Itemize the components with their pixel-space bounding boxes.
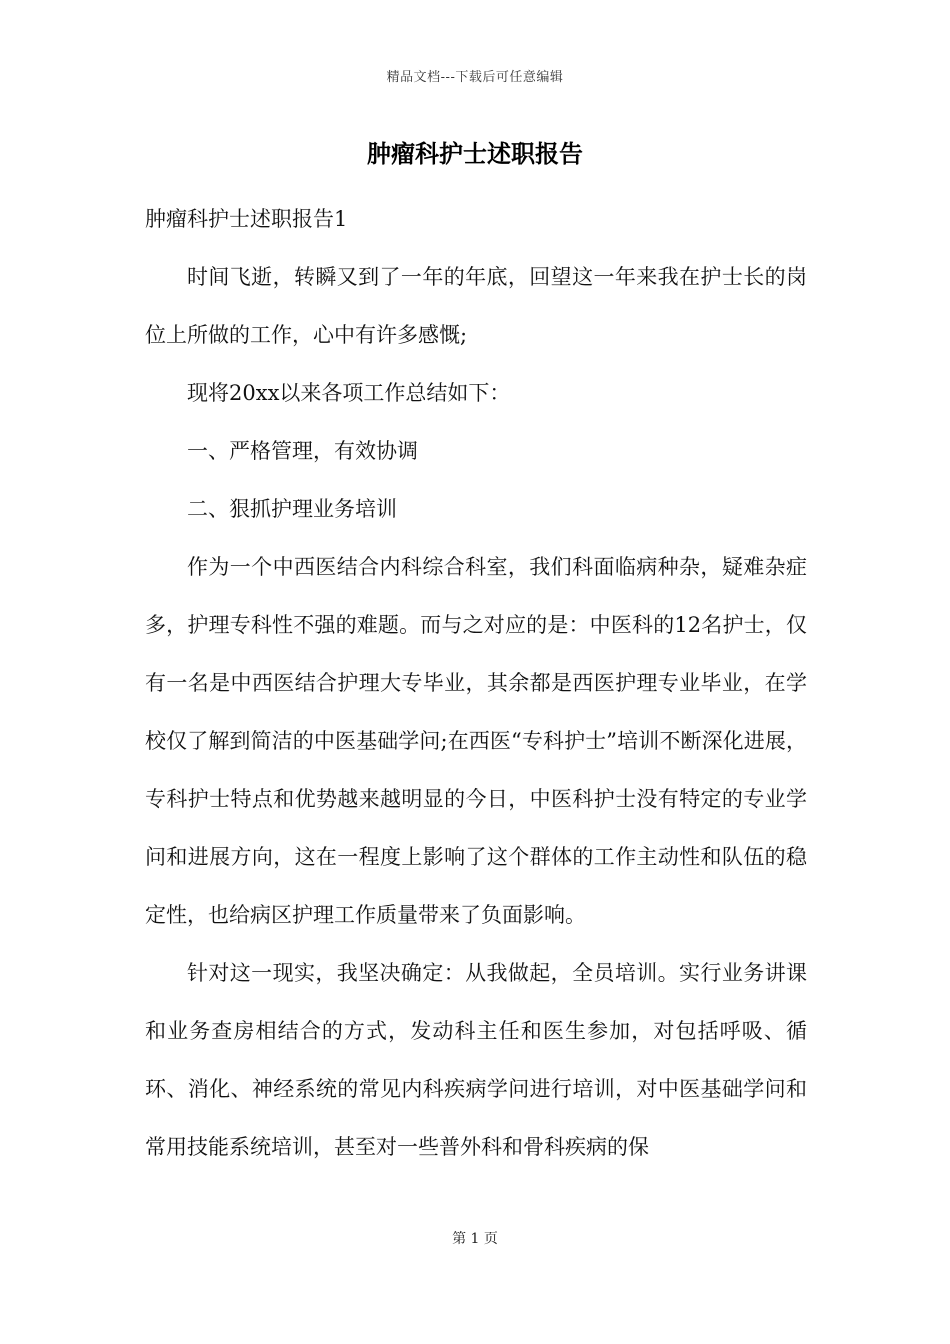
document-body bbox=[145, 190, 807, 1176]
section-heading: 肿瘤科护士述职报告1 bbox=[145, 207, 348, 231]
page-footer: 第 1 页 bbox=[452, 1231, 498, 1247]
paragraph: 作为一个中西医结合内科综合科室，我们科面临病种杂，疑难杂症多，护理专科性不强的难题。而与之对应的是：中医科的12名护士，仅有一名是中西医结合护理大专毕业，其余都是西医护理专业毕业，在学校仅了解到简洁的中医基础学问;在西医“专科护士”培训不断深化进展，专科护士特点和优势越来越明显的今日，中医科护士没有特定的专业学问和进展方向，这在一程度上影响了这个群体的工作主动性和队伍的稳定性，也给病区护理工作质量带来了负面影响。 bbox=[145, 555, 807, 927]
page-header: 精品文档---下载后可任意编辑 bbox=[386, 70, 564, 85]
list-heading: 一、严格管理，有效协调 bbox=[187, 439, 418, 463]
document-title: 肿瘤科护士述职报告 bbox=[367, 139, 583, 168]
paragraph: 针对这一现实，我坚决确定：从我做起，全员培训。实行业务讲课和业务查房相结合的方式，发动科主任和医生参加，对包括呼吸、循环、消化、神经系统的常见内科疾病学问进行培训，对中医基础学问和常用技能系统培训，甚至对一些普外科和骨科疾病的保 bbox=[145, 961, 807, 1159]
paragraph: 现将20xx以来各项工作总结如下： bbox=[187, 381, 511, 405]
paragraph: 时间飞逝，转瞬又到了一年的年底，回望这一年来我在护士长的岗位上所做的工作，心中有许多感慨; bbox=[145, 265, 807, 347]
list-heading: 二、狠抓护理业务培训 bbox=[187, 497, 397, 521]
